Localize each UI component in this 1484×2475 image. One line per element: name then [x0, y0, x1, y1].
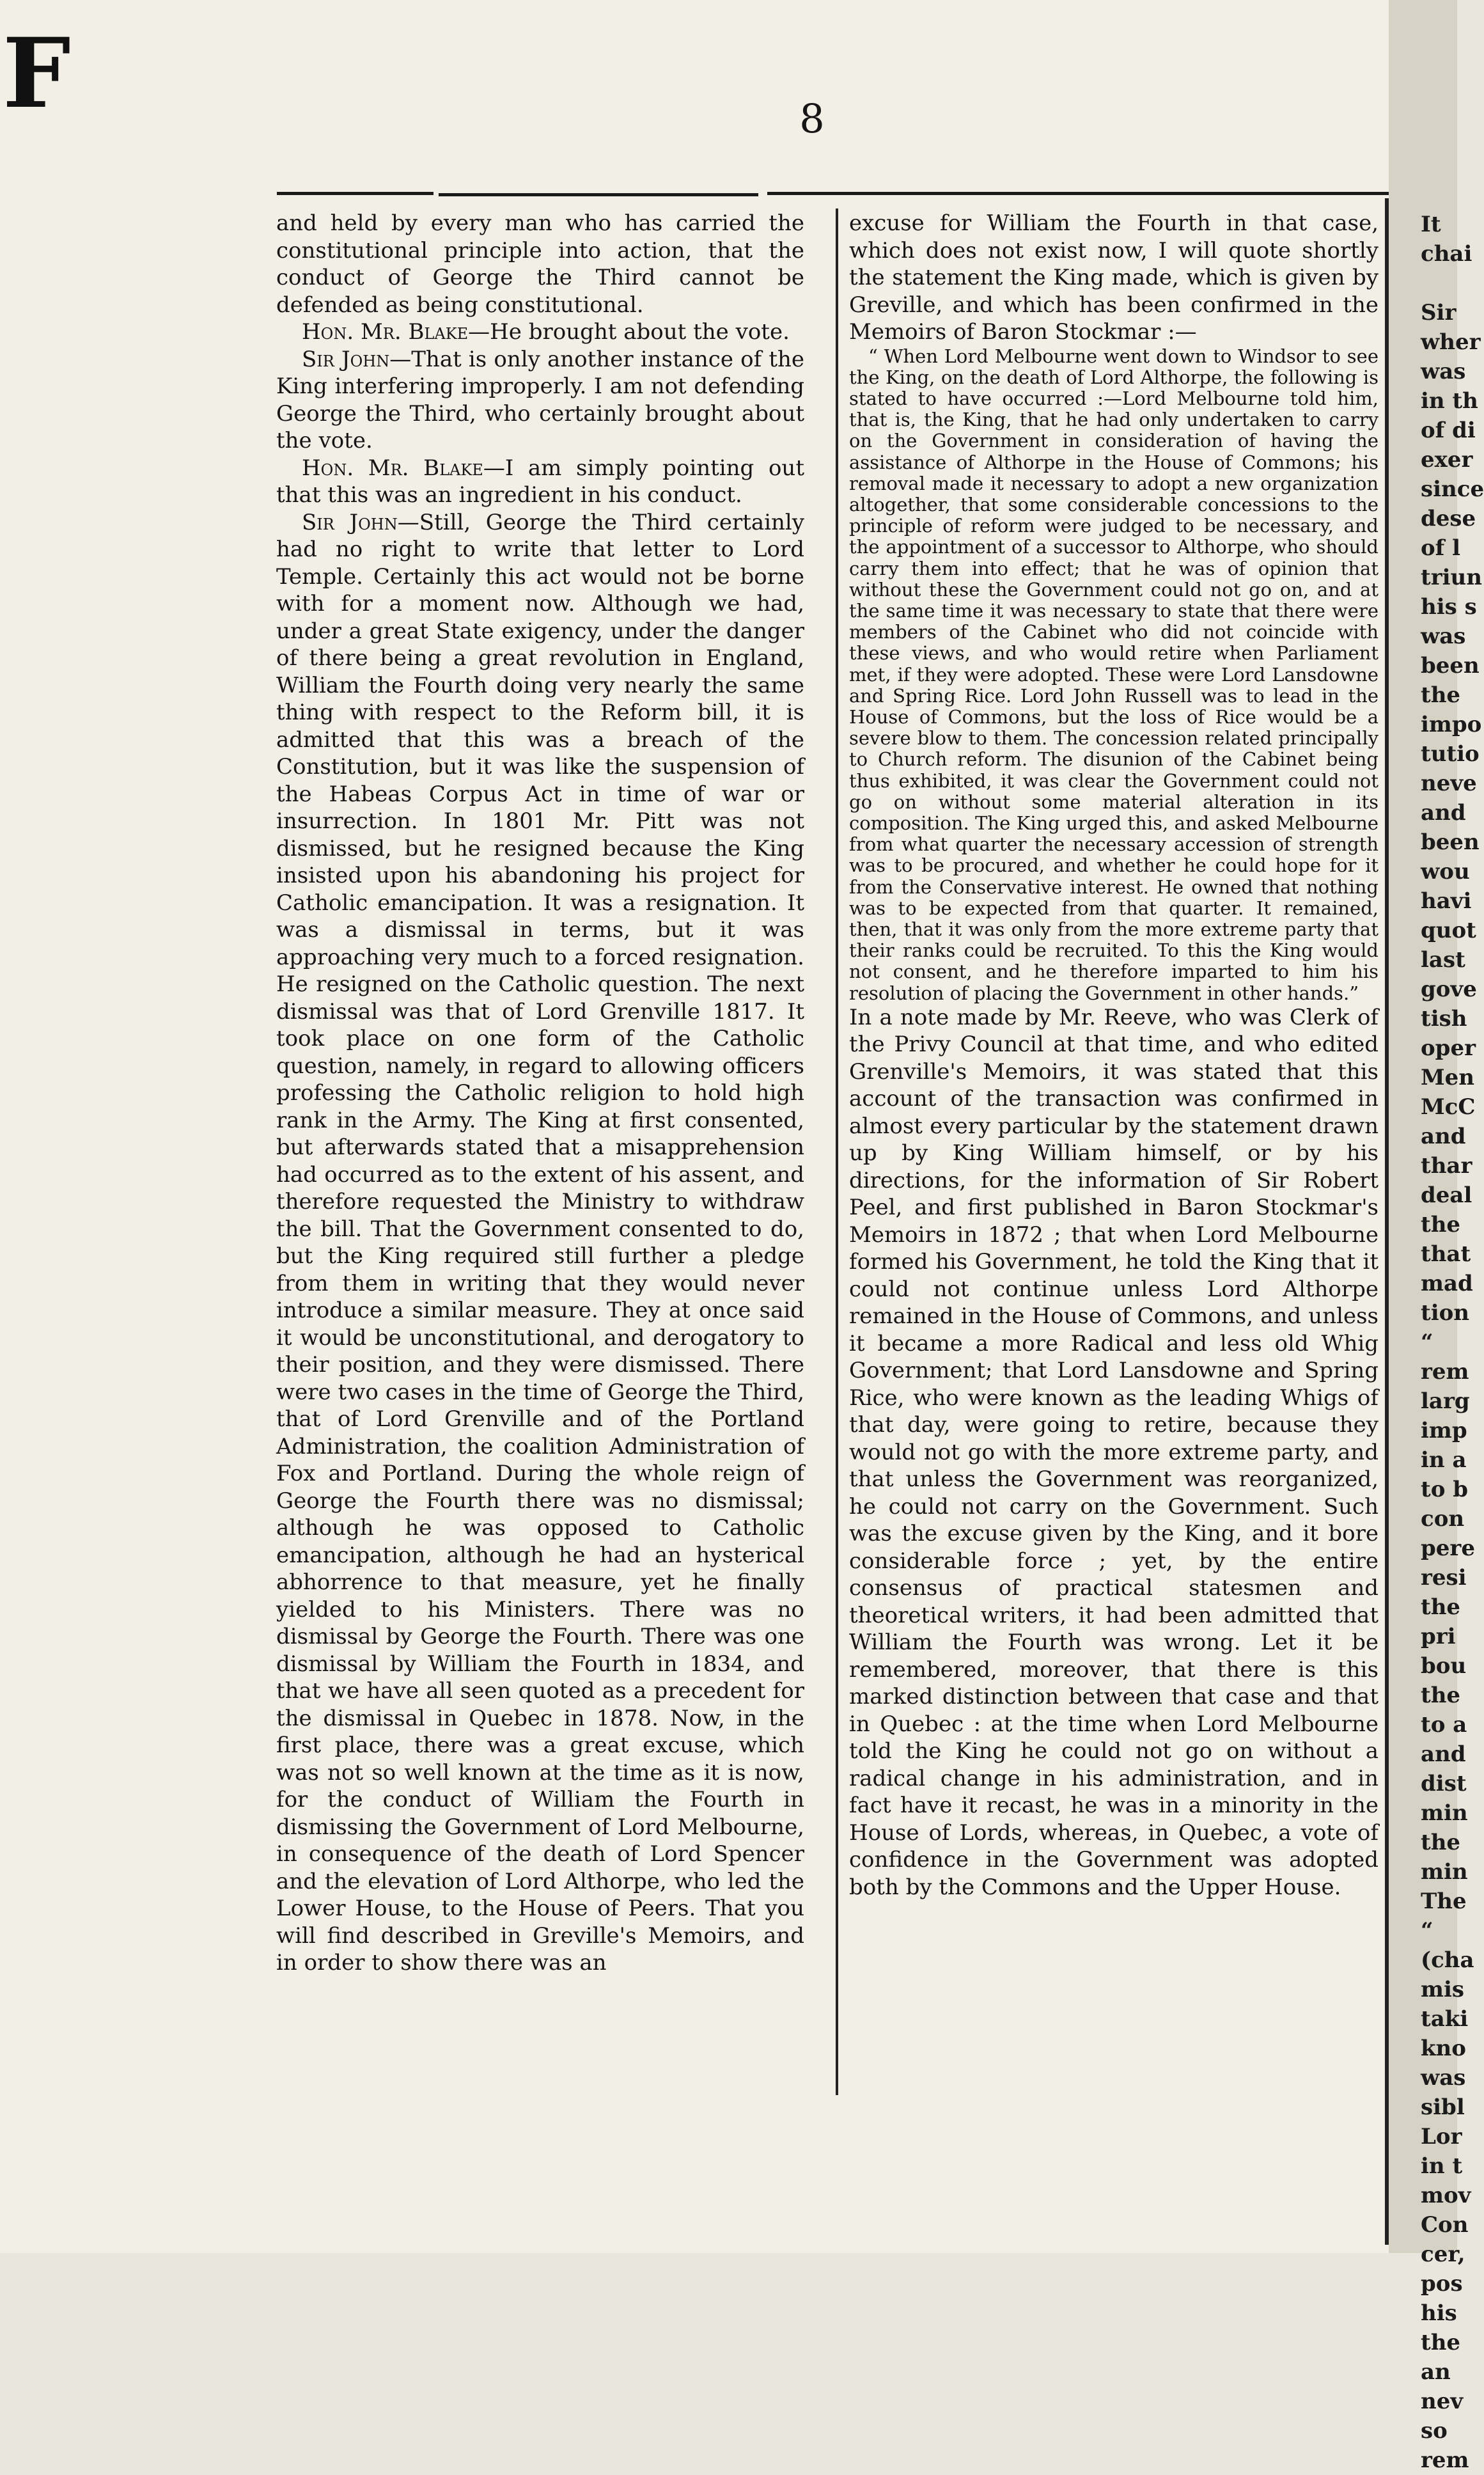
right-column-cropped: [1421, 210, 1484, 2475]
fragment-line: wou: [1421, 859, 1470, 884]
fragment-line: “: [1421, 1918, 1433, 1944]
fragment-line: neve: [1421, 771, 1477, 796]
fragment-line: min: [1421, 1800, 1468, 1826]
fragment-line: his s: [1421, 594, 1477, 620]
fragment-line: in th: [1421, 388, 1478, 414]
fragment-line: havi: [1421, 888, 1472, 914]
fragment-line: mis: [1421, 1977, 1465, 2002]
fragment-line: pere: [1421, 1536, 1475, 1561]
fragment-line: the: [1421, 1594, 1461, 1620]
fragment-line: larg: [1421, 1388, 1470, 1414]
fragment-line: his: [1421, 2300, 1457, 2326]
fragment-line: tish: [1421, 1006, 1467, 1032]
block-quote: “ When Lord Melbourne went down to Windsor to see the King, on the death of Lord Althorpe, the following is stated to have occurred :—Lord Melbourne told him, that is, the King, that he had only undertaken to carry on the Government in consideration of having the assistance of Althorpe in the House of Commons; his removal made it necessary to adopt a new organization altogether, that some considerable concessions to the principle of reform were judged to be necessary, and the appointment of a successor to Althorpe, who should carry them into effect; that he was of opinion that without these the Government could not go on, and at the same time it was necessary to state that there were members of the Cabinet who did not coincide with these views, and who would retire when Parliament met, if they were adopted. These were Lord Lansdowne and Spring Rice. Lord John Russell was to lead in the House of Commons, but the loss of Rice would be a severe blow to them. The concession related principally to Church reform. The disunion of the Cabinet being thus exhibited, it was clear the Government could not go on without some material alteration in its composition. The King urged this, and asked Melbourne from what quarter the necessary accession of strength was to be procured, and whether he could hope for it from the Conservative interest. He owned that nothing was to be expected from that quarter. It remained, then, that it was only from the more extreme party that their ranks could be recruited. To this the King would not consent, and he therefore imparted to him his resolution of placing the Government in other hands.”: [849, 345, 1379, 1004]
fragment-line: pri: [1421, 1624, 1456, 1649]
speech-paragraph: Sir John—Still, George the Third certainly had no right to write that letter to Lord Temple. Certainly this act would not be borne with for a moment now. Although we had, under a great State exigency, under the danger of there being a great revolution in England, William the Fourth doing very nearly the same thing with respect to the Reform bill, it is admitted that this was a breach of the Constitution, but it was like the suspension of the Habeas Corpus Act in time of war or insurrection. In 1801 Mr. Pitt was not dismissed, but he resigned because the King insisted upon his abandoning his project for Catholic emancipation. It was a resignation. It was a dismissal in terms, but it was approaching very much to a forced resignation. He resigned on the Catholic question. The next dismissal was that of Lord Grenville 1817. It took place on one form of the Catholic question, namely, in regard to allowing officers professing the Catholic religion to hold high rank in the Army. The King at first consented, but afterwards stated that a misapprehension had occurred as to the extent of his assent, and therefore requested the Ministry to withdraw the bill. That the Government consented to do, but the King required still further a pledge from them in writing that they would never introduce a similar measure. They at once said it would be unconstitutional, and derogatory to their position, and they were dismissed. There were two cases in the time of George the Third, that of Lord Grenville and of the Portland Administration, the coalition Administration of Fox and Portland. During the whole reign of George the Fourth there was no dismissal; although he was opposed to Catholic emancipation, although he had an hysterical abhorrence to that measure, yet he finally yielded to his Ministers. There was no dismissal by George the Fourth. There was one dismissal by William the Fourth in 1834, and that we have all seen quoted as a precedent for the dismissal in Quebec in 1878. Now, in the first place, there was a great excuse, which was not so well known at the time as it is now, for the conduct of William the Fourth in dismissing the Government of Lord Melbourne, in consequence of the death of Lord Spencer and the elevation of Lord Althorpe, who led the Lower House, to the House of Peers. That you will find described in Greville's Memoirs, and in order to show there was an: [276, 509, 805, 1976]
fragment-line: tutio: [1421, 741, 1480, 767]
speaker-name: Sir John: [302, 509, 398, 535]
fragment-line: cer,: [1421, 2242, 1465, 2267]
fragment-line: impo: [1421, 712, 1482, 737]
fragment-line: gove: [1421, 977, 1477, 1002]
speaker-name: Hon. Mr. Blake: [302, 319, 469, 345]
fragment-line: rem: [1421, 1359, 1469, 1385]
fragment-line: Men: [1421, 1065, 1474, 1090]
fragment-line: to b: [1421, 1477, 1468, 1502]
fragment-line: taki: [1421, 2006, 1469, 2032]
fragment-line: mov: [1421, 2183, 1471, 2208]
fragment-line: the: [1421, 1212, 1461, 1238]
fragment-line: resi: [1421, 1565, 1467, 1591]
fragment-line: imp: [1421, 1418, 1467, 1443]
fragment-line: McC: [1421, 1094, 1476, 1120]
fragment-line: was: [1421, 359, 1466, 384]
page-number: 8: [799, 95, 825, 142]
fragment-line: pos: [1421, 2271, 1463, 2297]
fragment-line: min: [1421, 1859, 1468, 1885]
fragment-line: of di: [1421, 418, 1476, 443]
fragment-line: Sir: [1421, 300, 1457, 326]
fragment-line: and: [1421, 800, 1466, 826]
fragment-line: since: [1421, 476, 1484, 502]
fragment-line: The: [1421, 1889, 1467, 1914]
fragment-line: tion: [1421, 1300, 1470, 1326]
fragment-line: last: [1421, 947, 1465, 973]
fragment-line: Lor: [1421, 2124, 1462, 2149]
speech-paragraph: Hon. Mr. Blake—He brought about the vote.: [302, 319, 790, 345]
fragment-line: dist: [1421, 1771, 1467, 1796]
fragment-line: mad: [1421, 1271, 1473, 1296]
fragment-line: nev: [1421, 2389, 1464, 2414]
fragment-line: the: [1421, 2330, 1461, 2355]
header-rule: [767, 192, 1394, 195]
fragment-line: been: [1421, 829, 1480, 855]
paragraph: and held by every man who has carried the constitutional principle into action, that the conduct of George the Third cannot be defended as being constitutional.: [276, 210, 804, 318]
fragment-line: was: [1421, 2065, 1466, 2091]
fragment-line: the: [1421, 1683, 1461, 1708]
fragment-line: “: [1421, 1330, 1433, 1355]
fragment-line: in a: [1421, 1447, 1467, 1473]
fragment-line: deal: [1421, 1182, 1472, 1208]
fragment-line: wher: [1421, 329, 1481, 355]
speech-paragraph: Sir John—That is only another instance of the King interfering improperly. I am not defending George the Third, who certainly brought about the vote.: [276, 346, 805, 453]
speaker-name: Hon. Mr. Blake: [302, 455, 483, 481]
fragment-line: the: [1421, 1830, 1461, 1855]
fragment-line: been: [1421, 653, 1480, 679]
fragment-line: kno: [1421, 2036, 1466, 2061]
fragment-line: con: [1421, 1506, 1465, 1532]
fragment-line: quot: [1421, 918, 1476, 943]
header-rule: [277, 192, 433, 195]
fragment-line: exer: [1421, 447, 1473, 473]
fragment-line: bou: [1421, 1653, 1467, 1679]
fragment-line: an: [1421, 2359, 1451, 2385]
fragment-line: (cha: [1421, 1947, 1474, 1973]
fragment-line: rem: [1421, 2448, 1469, 2473]
fragment-line: in t: [1421, 2153, 1463, 2179]
fragment-line: triun: [1421, 565, 1482, 590]
fragment-line: [1421, 269, 1457, 298]
fragment-line: thar: [1421, 1153, 1472, 1179]
edge-glyph: F: [3, 17, 71, 130]
fragment-line: It: [1421, 212, 1441, 237]
column-divider: [836, 208, 838, 2095]
paragraph: excuse for William the Fourth in that case, which does not exist now, I will quote shortly the statement the King made, which is given by Greville, and which has been confirmed in the Memoirs of Baron Stockmar :—: [849, 210, 1379, 345]
fragment-line: dese: [1421, 506, 1476, 531]
fragment-line: so: [1421, 2418, 1448, 2444]
speech-paragraph: Hon. Mr. Blake—I am simply pointing out that this was an ingredient in his conduct.: [276, 455, 804, 508]
fragment-line: sibl: [1421, 2094, 1465, 2120]
paragraph: In a note made by Mr. Reeve, who was Clerk of the Privy Council at that time, and who edited Grenville's Memoirs, it was stated that this account of the transaction was confirmed in almost every particular by the statement drawn up by King William himself, or by his directions, for the information of Sir Robert Peel, and first published in Baron Stockmar's Memoirs in 1872 ; that when Lord Melbourne formed his Government, he told the King that it could not continue unless Lord Althorpe remained in the House of Commons, and unless it became a more Radical and less old Whig Government; that Lord Lansdowne and Spring Rice, who were known as the leading Whigs of that day, were going to retire, because they would not go with the more extreme party, and that unless the Government was reorganized, he could not carry on the Government. Such was the excuse given by the King, and it bore considerable force ; yet, by the entire consensus of practical statesmen and theoretical writers, it had been admitted that William the Fourth was wrong. Let it be remembered, moreover, that there is this marked distinction between that case and that in Quebec : at the time when Lord Melbourne told the King he could not go on without a radical change in his administration, and in fact have it recast, he was in a minority in the House of Lords, whereas, in Quebec, a vote of confidence in the Government was adopted both by the Commons and the Upper House.: [849, 1004, 1379, 1900]
fragment-line: to a: [1421, 1712, 1467, 1738]
fragment-line: that: [1421, 1241, 1471, 1267]
fragment-line: and: [1421, 1124, 1466, 1149]
fragment-line: Con: [1421, 2212, 1469, 2238]
header-rule: [439, 193, 758, 196]
fragment-line: the: [1421, 682, 1461, 708]
fragment-line: oper: [1421, 1035, 1476, 1061]
column-divider: [1385, 198, 1389, 2245]
speaker-name: Sir John: [302, 346, 390, 372]
fragment-line: chai: [1421, 241, 1472, 267]
fragment-line: of l: [1421, 535, 1461, 561]
fragment-line: and: [1421, 1741, 1466, 1767]
left-column: [276, 210, 804, 1977]
fragment-line: was: [1421, 624, 1466, 649]
middle-column: [849, 210, 1379, 1901]
